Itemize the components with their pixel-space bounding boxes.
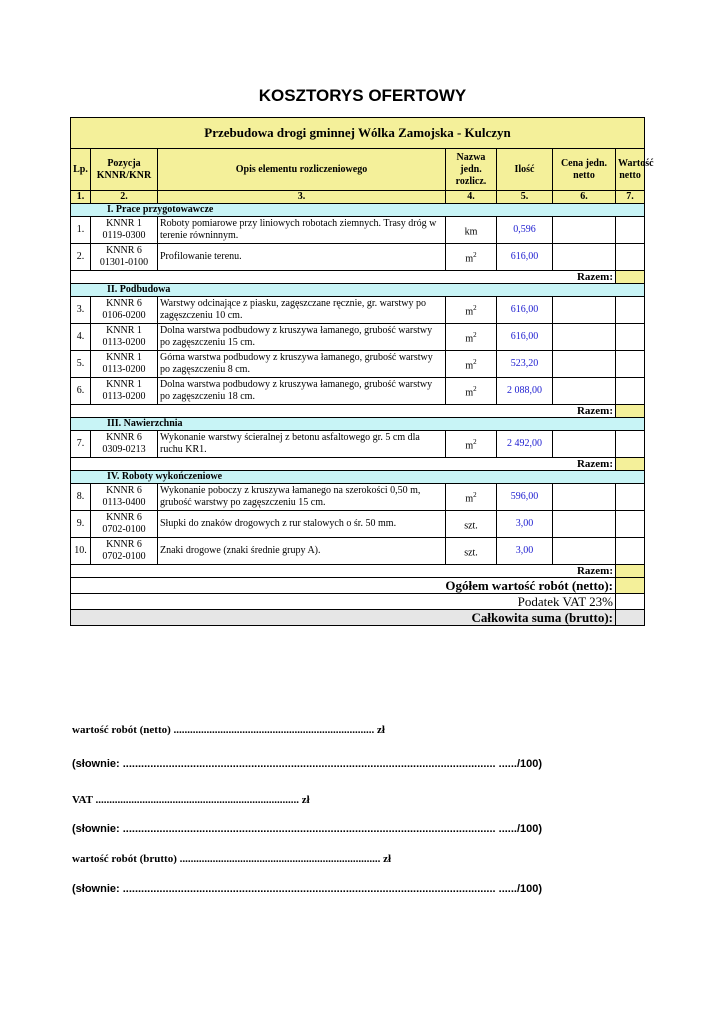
footer-vat: VAT .......................................................................... zł (72, 794, 310, 806)
row-quantity: 596,00 (497, 484, 553, 511)
header-cena: Cena jedn. netto (553, 149, 616, 191)
row-unit (446, 324, 497, 351)
row-unit-price (553, 351, 616, 378)
row-description: Wykonanie warstwy ścieralnej z betonu asfaltowego gr. 5 cm dla ruchu KR1. (158, 431, 446, 458)
row-description: Dolna warstwa podbudowy z kruszywa łamanego, grubość warstwy po zagęszczeniu 15 cm. (158, 324, 446, 351)
row-description: Słupki do znaków drogowych z rur stalowych o śr. 50 mm. (158, 511, 446, 538)
subtotal-row (71, 565, 645, 578)
row-lp: 2. (71, 244, 91, 271)
table-row (71, 431, 645, 458)
row-unit-price (553, 244, 616, 271)
row-lp: 9. (71, 511, 91, 538)
unit-superscript: 2 (473, 250, 477, 259)
row-value (616, 538, 645, 565)
row-value (616, 217, 645, 244)
footer-netto: wartość robót (netto) ......................................................................... zł (72, 724, 385, 736)
row-lp: 5. (71, 351, 91, 378)
row-lp: 4. (71, 324, 91, 351)
position-code: KNNR 6 (106, 245, 142, 256)
row-position (91, 431, 158, 458)
row-position (91, 538, 158, 565)
row-lp: 7. (71, 431, 91, 458)
total-label-netto: Ogółem wartość robót (netto): (71, 578, 616, 594)
row-quantity: 2 492,00 (497, 431, 553, 458)
unit-text: m (465, 360, 474, 372)
row-value (616, 431, 645, 458)
row-lp: 3. (71, 297, 91, 324)
row-unit-price (553, 511, 616, 538)
footer-slownie-vat: (słownie: .......................................................................................................................... ....../100) (72, 823, 543, 835)
row-position (91, 324, 158, 351)
row-quantity: 616,00 (497, 244, 553, 271)
unit-superscript: 2 (473, 384, 477, 393)
table-row (71, 351, 645, 378)
row-lp: 1. (71, 217, 91, 244)
col-number: 2. (91, 191, 158, 204)
row-lp: 8. (71, 484, 91, 511)
position-code: KNNR 6 (106, 512, 142, 523)
row-position (91, 484, 158, 511)
subtotal-label: Razem: (71, 405, 616, 418)
row-unit (446, 244, 497, 271)
row-unit (446, 217, 497, 244)
unit-superscript: 2 (473, 437, 477, 446)
position-number: 0113-0200 (102, 337, 146, 348)
table-row (71, 511, 645, 538)
table-row (71, 297, 645, 324)
footer-slownie-brutto: (słownie: .......................................................................................................................... ....../100) (72, 883, 543, 895)
section-row (71, 204, 645, 217)
cost-estimate-table (70, 117, 654, 626)
row-position (91, 297, 158, 324)
subtotal-value (616, 565, 645, 578)
subtotal-value (616, 405, 645, 418)
section-row (71, 418, 645, 431)
position-code: KNNR 6 (106, 539, 142, 550)
section-title: III. Nawierzchnia (71, 418, 645, 431)
row-unit-price (553, 538, 616, 565)
section-title: II. Podbudowa (71, 284, 645, 297)
project-title: Przebudowa drogi gminnej Wólka Zamojska - Kulczyn (71, 118, 645, 149)
position-code: KNNR 6 (106, 432, 142, 443)
unit-text: km (464, 226, 478, 238)
row-description: Warstwy odcinające z piasku, zagęszczane ręcznie, gr. warstwy po zagęszczeniu 10 cm. (158, 297, 446, 324)
position-number: 0702-0100 (102, 551, 146, 562)
unit-text: m (465, 253, 474, 265)
footer-slownie-netto: (słownie: .......................................................................................................................... ....../100) (72, 758, 543, 770)
row-position (91, 511, 158, 538)
page-title: KOSZTORYS OFERTOWY (258, 86, 467, 105)
row-unit (446, 351, 497, 378)
row-quantity: 3,00 (497, 538, 553, 565)
row-unit-price (553, 324, 616, 351)
position-code: KNNR 1 (106, 379, 142, 390)
subtotal-label: Razem: (71, 458, 616, 471)
position-number: 01301-0100 (99, 257, 149, 268)
row-value (616, 511, 645, 538)
subtotal-label: Razem: (71, 271, 616, 284)
row-unit (446, 538, 497, 565)
position-number: 0119-0300 (102, 230, 146, 241)
total-row-netto (71, 578, 645, 594)
col-number: 3. (158, 191, 446, 204)
unit-superscript: 2 (473, 303, 477, 312)
row-lp: 10. (71, 538, 91, 565)
unit-text: m (465, 493, 474, 505)
row-position (91, 244, 158, 271)
row-description: Znaki drogowe (znaki średnie grupy A). (158, 538, 446, 565)
row-unit-price (553, 431, 616, 458)
row-quantity: 616,00 (497, 324, 553, 351)
row-unit (446, 484, 497, 511)
total-value-brutto (616, 610, 645, 626)
position-code: KNNR 1 (106, 352, 142, 363)
row-value (616, 484, 645, 511)
header-opis: Opis elementu rozliczeniowego (158, 149, 446, 191)
col-number: 6. (553, 191, 616, 204)
row-description: Profilowanie terenu. (158, 244, 446, 271)
row-position (91, 217, 158, 244)
total-value-vat (616, 594, 645, 610)
position-code: KNNR 6 (106, 298, 142, 309)
row-quantity: 0,596 (497, 217, 553, 244)
row-position (91, 351, 158, 378)
row-quantity: 616,00 (497, 297, 553, 324)
header-ilosc: Ilość (497, 149, 553, 191)
position-code: KNNR 6 (106, 485, 142, 496)
subtotal-row (71, 458, 645, 471)
position-number: 0113-0400 (102, 497, 146, 508)
footer-brutto: wartość robót (brutto) ......................................................................... zł (72, 853, 392, 865)
position-code: KNNR 1 (106, 218, 142, 229)
row-unit-price (553, 297, 616, 324)
row-quantity: 3,00 (497, 511, 553, 538)
table-row (71, 538, 645, 565)
row-description: Dolna warstwa podbudowy z kruszywa łamanego, grubość warstwy po zagęszczeniu 18 cm. (158, 378, 446, 405)
table-row (71, 244, 645, 271)
total-label-brutto: Całkowita suma (brutto): (71, 610, 616, 626)
row-unit (446, 511, 497, 538)
row-unit-price (553, 378, 616, 405)
unit-text: m (465, 306, 474, 318)
row-unit (446, 297, 497, 324)
total-label-vat: Podatek VAT 23% (71, 594, 616, 610)
column-numbers-row (71, 191, 645, 204)
position-number: 0113-0200 (102, 391, 146, 402)
section-title: IV. Roboty wykończeniowe (71, 471, 645, 484)
position-number: 0309-0213 (102, 444, 146, 455)
row-unit-price (553, 484, 616, 511)
total-row-vat (71, 594, 645, 610)
col-number: 4. (446, 191, 497, 204)
row-quantity: 523,20 (497, 351, 553, 378)
position-number: 0702-0100 (102, 524, 146, 535)
unit-superscript: 2 (473, 490, 477, 499)
subtotal-row (71, 405, 645, 418)
unit-text: m (465, 440, 474, 452)
total-value-netto (616, 578, 645, 594)
table-row (71, 217, 645, 244)
row-value (616, 378, 645, 405)
unit-superscript: 2 (473, 357, 477, 366)
header-jedn: Nazwa jedn. rozlicz. (446, 149, 497, 191)
position-number: 0106-0200 (102, 310, 146, 321)
table-row (71, 484, 645, 511)
header-pozycja: Pozycja KNNR/KNR (91, 149, 158, 191)
section-title: I. Prace przygotowawcze (71, 204, 645, 217)
unit-superscript: 2 (473, 330, 477, 339)
subtotal-value (616, 458, 645, 471)
position-code: KNNR 1 (106, 325, 142, 336)
row-value (616, 244, 645, 271)
row-unit-price (553, 217, 616, 244)
col-number: 1. (71, 191, 91, 204)
row-description: Górna warstwa podbudowy z kruszywa łamanego, grubość warstwy po zagęszczeniu 8 cm. (158, 351, 446, 378)
total-row-brutto (71, 610, 645, 626)
subtotal-label: Razem: (71, 565, 616, 578)
unit-text: m (465, 387, 474, 399)
col-number: 7. (616, 191, 645, 204)
section-row (71, 284, 645, 297)
section-row (71, 471, 645, 484)
row-value (616, 324, 645, 351)
header-lp: Lp. (71, 149, 91, 191)
header-wartosc: Wartość netto (616, 149, 645, 191)
col-number: 5. (497, 191, 553, 204)
row-value (616, 297, 645, 324)
subtotal-row (71, 271, 645, 284)
row-position (91, 378, 158, 405)
unit-text: szt. (464, 547, 478, 559)
position-number: 0113-0200 (102, 364, 146, 375)
row-quantity: 2 088,00 (497, 378, 553, 405)
row-unit (446, 431, 497, 458)
subtotal-value (616, 271, 645, 284)
unit-text: szt. (464, 520, 478, 532)
row-description: Wykonanie poboczy z kruszywa łamanego na szerokości 0,50 m, grubość warstwy po zagęszczeniu 15 cm. (158, 484, 446, 511)
row-unit (446, 378, 497, 405)
table-row (71, 378, 645, 405)
unit-text: m (465, 333, 474, 345)
row-lp: 6. (71, 378, 91, 405)
table-row (71, 324, 645, 351)
row-description: Roboty pomiarowe przy liniowych robotach ziemnych. Trasy dróg w terenie równinnym. (158, 217, 446, 244)
row-value (616, 351, 645, 378)
